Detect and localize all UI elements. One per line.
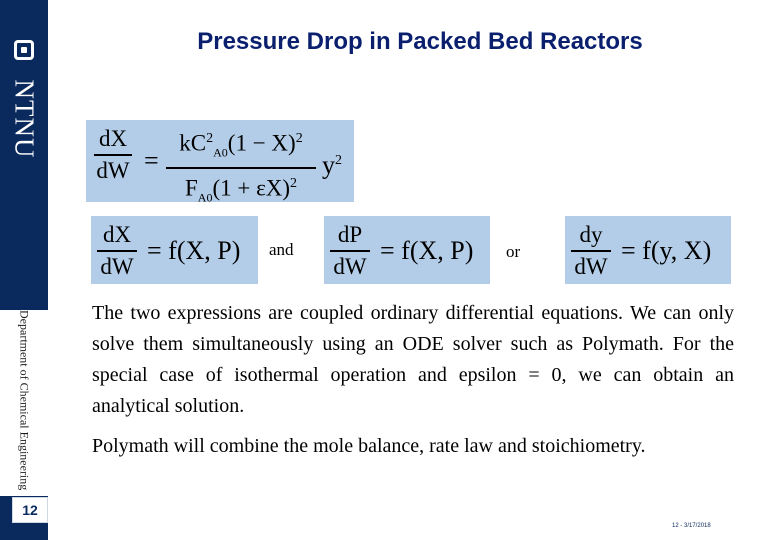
pressure-ode [324, 216, 490, 284]
department-label [0, 310, 48, 496]
fraction-bar [97, 250, 137, 252]
lhs-denominator: dW [333, 254, 367, 279]
logo-wordmark: NTNU [9, 79, 40, 159]
lhs-numerator: dy [579, 222, 603, 247]
pressure-ratio-factor: $y^2$ [322, 150, 342, 180]
lhs-fraction [330, 222, 370, 280]
fraction-bar [166, 167, 316, 169]
left-brand-band [0, 0, 48, 540]
body-paragraph-polymath: Polymath will combine the mole balance, rate law and stoichiometry. [92, 435, 646, 457]
slide-footer: 12 - 3/17/2018 [672, 523, 711, 529]
rhs-numerator: $kC^2_{A0}(1 - X)^2$ [179, 130, 303, 160]
lhs-denominator: dW [100, 254, 134, 279]
lhs-fraction [94, 126, 132, 184]
fraction-bar [571, 250, 611, 252]
equals-sign: = [144, 146, 159, 175]
body-paragraph-coupled-odes: The two expressions are coupled ordinary differential equations. We can only solve them simultaneously using an ODE solver such as Polymath. For the special case of isothermal operation and epsilon = 0, we can obtain an analytical solution. [92, 302, 734, 417]
fraction-bar [94, 154, 132, 156]
rhs-fraction [166, 126, 316, 211]
pressure-ratio-ode [565, 216, 731, 284]
lhs-numerator: dX [102, 222, 132, 247]
ntnu-logo-text [9, 66, 40, 172]
rhs-function: = f(X, P) [147, 236, 241, 265]
lhs-fraction [97, 222, 137, 280]
slide-title: Pressure Drop in Packed Bed Reactors [197, 28, 643, 55]
ntnu-logo-icon [14, 40, 34, 60]
rhs-function: = f(y, X) [621, 236, 712, 265]
connector-and: and [269, 240, 294, 259]
department-text: Department of Chemical Engineering [17, 310, 32, 491]
page-number-badge: 12 [12, 497, 48, 523]
lhs-numerator: dX [98, 126, 128, 151]
rhs-function: = f(X, P) [380, 236, 474, 265]
conversion-ode [91, 216, 258, 284]
rhs-denominator: $F_{A0}(1 + \varepsilon X)^2$ [184, 175, 298, 205]
lhs-denominator: dW [96, 158, 130, 183]
lhs-denominator: dW [574, 254, 608, 279]
fraction-bar [330, 250, 370, 252]
lhs-numerator: dP [337, 222, 363, 247]
lhs-fraction [571, 222, 611, 280]
main-rate-equation [86, 120, 354, 205]
connector-or: or [506, 242, 521, 261]
